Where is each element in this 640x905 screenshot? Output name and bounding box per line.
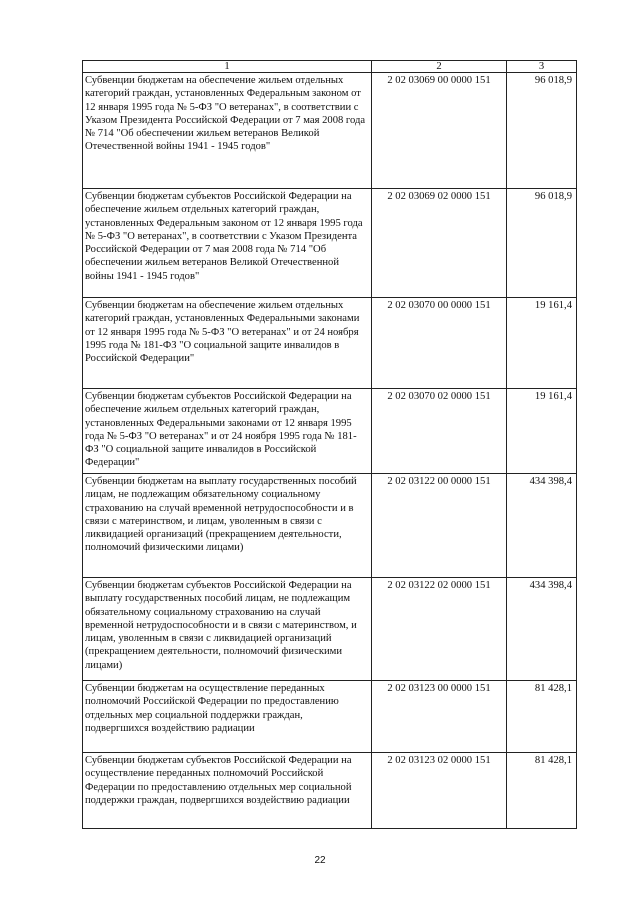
column-header-2: 2 — [372, 61, 507, 73]
table-row — [83, 753, 577, 829]
row-sum: 434 398,4 — [507, 578, 577, 681]
row-name: Субвенции бюджетам субъектов Российской Федерации на обеспечение жильем отдельных категорий граждан, установленных Федеральным законом от 12 января 1995 года № 5-ФЗ "О ветеранах", в соответствии с Указом Президента Российской Федерации от 7 мая 2008 года № 714 "Об обеспечении жильем ветеранов Великой Отечественной войны 1941 - 1945 годов" — [83, 189, 372, 298]
row-code: 2 02 03123 00 0000 151 — [372, 681, 507, 753]
row-code: 2 02 03122 02 0000 151 — [372, 578, 507, 681]
row-name: Субвенции бюджетам на осуществление переданных полномочий Российской Федерации по предоставлению отдельных мер социальной поддержки граждан, подвергшихся воздействию радиации — [83, 681, 372, 753]
row-code: 2 02 03070 02 0000 151 — [372, 389, 507, 474]
table-row — [83, 298, 577, 389]
row-sum: 19 161,4 — [507, 298, 577, 389]
table-row — [83, 474, 577, 578]
row-sum: 434 398,4 — [507, 474, 577, 578]
row-sum: 96 018,9 — [507, 189, 577, 298]
row-code: 2 02 03070 00 0000 151 — [372, 298, 507, 389]
column-header-1: 1 — [83, 61, 372, 73]
row-sum: 81 428,1 — [507, 753, 577, 829]
row-code: 2 02 03122 00 0000 151 — [372, 474, 507, 578]
table-row — [83, 389, 577, 474]
table-row — [83, 681, 577, 753]
row-name: Субвенции бюджетам на обеспечение жильем отдельных категорий граждан, установленных Федеральным законом от 12 января 1995 года № 5-ФЗ "О ветеранах", в соответствии с Указом Президента Российской Федерации от 7 мая 2008 года № 714 "Об обеспечении жильем ветеранов Великой Отечественной войны 1941 - 1945 годов" — [83, 73, 372, 189]
row-code: 2 02 03123 02 0000 151 — [372, 753, 507, 829]
table-row — [83, 73, 577, 189]
budget-table — [82, 60, 577, 829]
row-code: 2 02 03069 00 0000 151 — [372, 73, 507, 189]
column-header-3: 3 — [507, 61, 577, 73]
row-name: Субвенции бюджетам на обеспечение жильем отдельных категорий граждан, установленных Федеральными законами от 12 января 1995 года № 5-ФЗ "О ветеранах" и от 24 ноября 1995 года № 181-ФЗ "О социальной защите инвалидов в Российской Федерации" — [83, 298, 372, 389]
row-sum: 96 018,9 — [507, 73, 577, 189]
row-name: Субвенции бюджетам субъектов Российской Федерации на выплату государственных пособий лицам, не подлежащим обязательному социальному страхованию на случай временной нетрудоспособности и в связи с материнством, и лицам, уволенным в связи с ликвидацией организаций (прекращением деятельности, полномочий физическими лицами) — [83, 578, 372, 681]
row-name: Субвенции бюджетам субъектов Российской Федерации на осуществление переданных полномочий Российской Федерации по предоставлению отдельных мер социальной поддержки граждан, подвергшихся воздействию радиации — [83, 753, 372, 829]
table-row — [83, 189, 577, 298]
row-code: 2 02 03069 02 0000 151 — [372, 189, 507, 298]
row-name: Субвенции бюджетам на выплату государственных пособий лицам, не подлежащим обязательному социальному страхованию на случай временной нетрудоспособности и в связи с материнством, и лицам, уволенным в связи с ликвидацией организаций (прекращением деятельности, полномочий физическими лицами) — [83, 474, 372, 578]
page-number: 22 — [314, 855, 326, 866]
row-name: Субвенции бюджетам субъектов Российской Федерации на обеспечение жильем отдельных категорий граждан, установленных Федеральными законами от 12 января 1995 года № 5-ФЗ "О ветеранах" и от 24 ноября 1995 года № 181-ФЗ "О социальной защите инвалидов в Российской Федерации" — [83, 389, 372, 474]
table-header-row — [83, 61, 577, 73]
row-sum: 19 161,4 — [507, 389, 577, 474]
row-sum: 81 428,1 — [507, 681, 577, 753]
table-row — [83, 578, 577, 681]
